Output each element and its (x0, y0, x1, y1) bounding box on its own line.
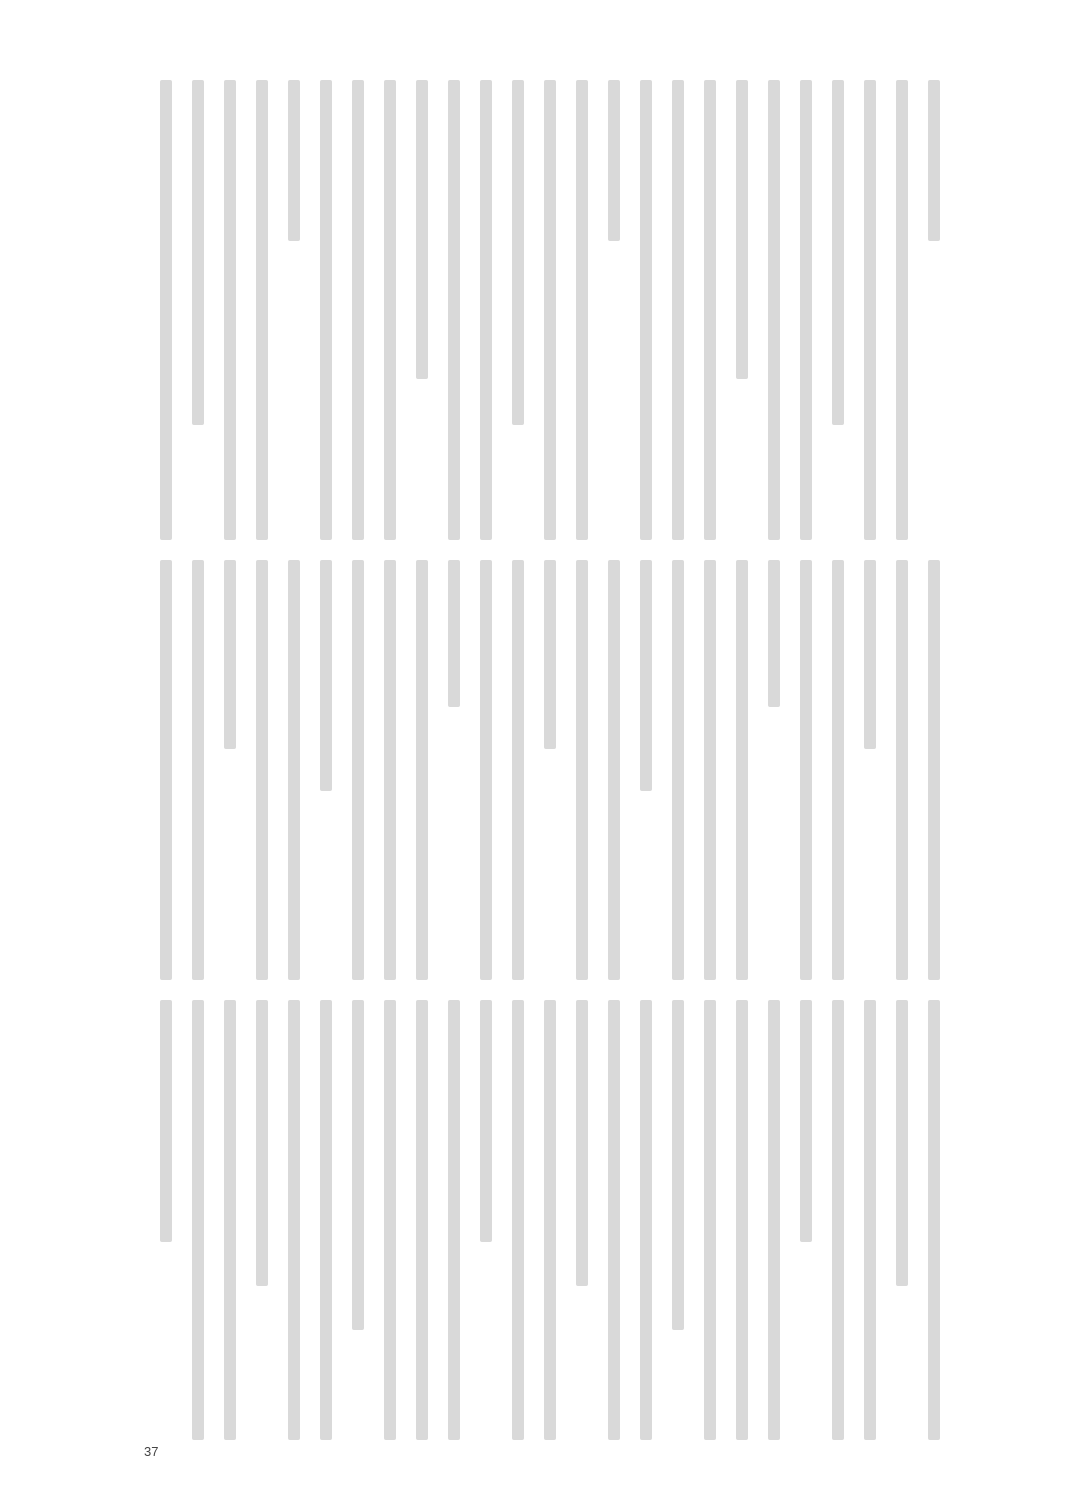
text-column-placeholder (480, 1000, 492, 1242)
text-column-placeholder (608, 560, 620, 980)
text-column-placeholder (800, 560, 812, 980)
text-column-placeholder (544, 80, 556, 540)
text-column-placeholder (544, 560, 556, 749)
text-column-placeholder (288, 560, 300, 980)
text-column-placeholder (576, 560, 588, 980)
text-column-placeholder (480, 80, 492, 540)
text-column-placeholder (448, 1000, 460, 1440)
text-column-placeholder (320, 560, 332, 791)
text-column-placeholder (160, 560, 172, 980)
text-column-placeholder (512, 1000, 524, 1440)
text-column-placeholder (352, 80, 364, 540)
text-column-placeholder (224, 1000, 236, 1440)
text-column-placeholder (928, 560, 940, 980)
text-column-placeholder (384, 80, 396, 540)
text-column-placeholder (224, 80, 236, 540)
text-column-placeholder (928, 80, 940, 241)
text-column-placeholder (800, 1000, 812, 1242)
text-column-placeholder (736, 80, 748, 379)
text-column-placeholder (160, 1000, 172, 1242)
text-column-placeholder (704, 80, 716, 540)
text-column-placeholder (736, 560, 748, 980)
text-column-placeholder (384, 1000, 396, 1440)
text-block-middle (140, 560, 940, 980)
text-column-placeholder (416, 560, 428, 980)
text-column-placeholder (256, 80, 268, 540)
text-column-placeholder (256, 1000, 268, 1286)
text-column-placeholder (576, 80, 588, 540)
text-column-placeholder (896, 560, 908, 980)
text-column-placeholder (288, 1000, 300, 1440)
text-column-placeholder (768, 1000, 780, 1440)
text-column-placeholder (192, 560, 204, 980)
text-column-placeholder (544, 1000, 556, 1440)
text-column-placeholder (512, 560, 524, 980)
text-block-bottom (140, 1000, 940, 1440)
text-column-placeholder (672, 80, 684, 540)
text-column-placeholder (928, 1000, 940, 1440)
text-column-placeholder (448, 560, 460, 707)
text-column-placeholder (864, 560, 876, 749)
text-column-placeholder (768, 80, 780, 540)
text-column-placeholder (768, 560, 780, 707)
text-column-placeholder (896, 80, 908, 540)
text-column-placeholder (416, 1000, 428, 1440)
text-column-placeholder (256, 560, 268, 980)
text-column-placeholder (416, 80, 428, 379)
text-column-placeholder (320, 1000, 332, 1440)
text-column-placeholder (672, 560, 684, 980)
text-column-placeholder (832, 80, 844, 425)
text-column-placeholder (512, 80, 524, 425)
text-column-placeholder (832, 1000, 844, 1440)
text-column-placeholder (448, 80, 460, 540)
text-column-placeholder (192, 1000, 204, 1440)
page-number: 37 (144, 1444, 159, 1459)
text-column-placeholder (800, 80, 812, 540)
text-column-placeholder (640, 80, 652, 540)
text-column-placeholder (704, 1000, 716, 1440)
text-column-placeholder (288, 80, 300, 241)
text-column-placeholder (832, 560, 844, 980)
text-column-placeholder (672, 1000, 684, 1330)
text-column-placeholder (160, 80, 172, 540)
text-column-placeholder (736, 1000, 748, 1440)
text-column-placeholder (704, 560, 716, 980)
text-column-placeholder (192, 80, 204, 425)
text-column-placeholder (896, 1000, 908, 1286)
text-block-top (140, 80, 940, 540)
text-column-placeholder (864, 80, 876, 540)
text-column-placeholder (480, 560, 492, 980)
text-column-placeholder (864, 1000, 876, 1440)
text-column-placeholder (640, 560, 652, 791)
text-column-placeholder (608, 80, 620, 241)
text-column-placeholder (352, 1000, 364, 1330)
text-column-placeholder (608, 1000, 620, 1440)
text-column-placeholder (224, 560, 236, 749)
text-column-placeholder (640, 1000, 652, 1440)
text-column-placeholder (320, 80, 332, 540)
text-column-placeholder (352, 560, 364, 980)
text-column-placeholder (576, 1000, 588, 1286)
text-column-placeholder (384, 560, 396, 980)
